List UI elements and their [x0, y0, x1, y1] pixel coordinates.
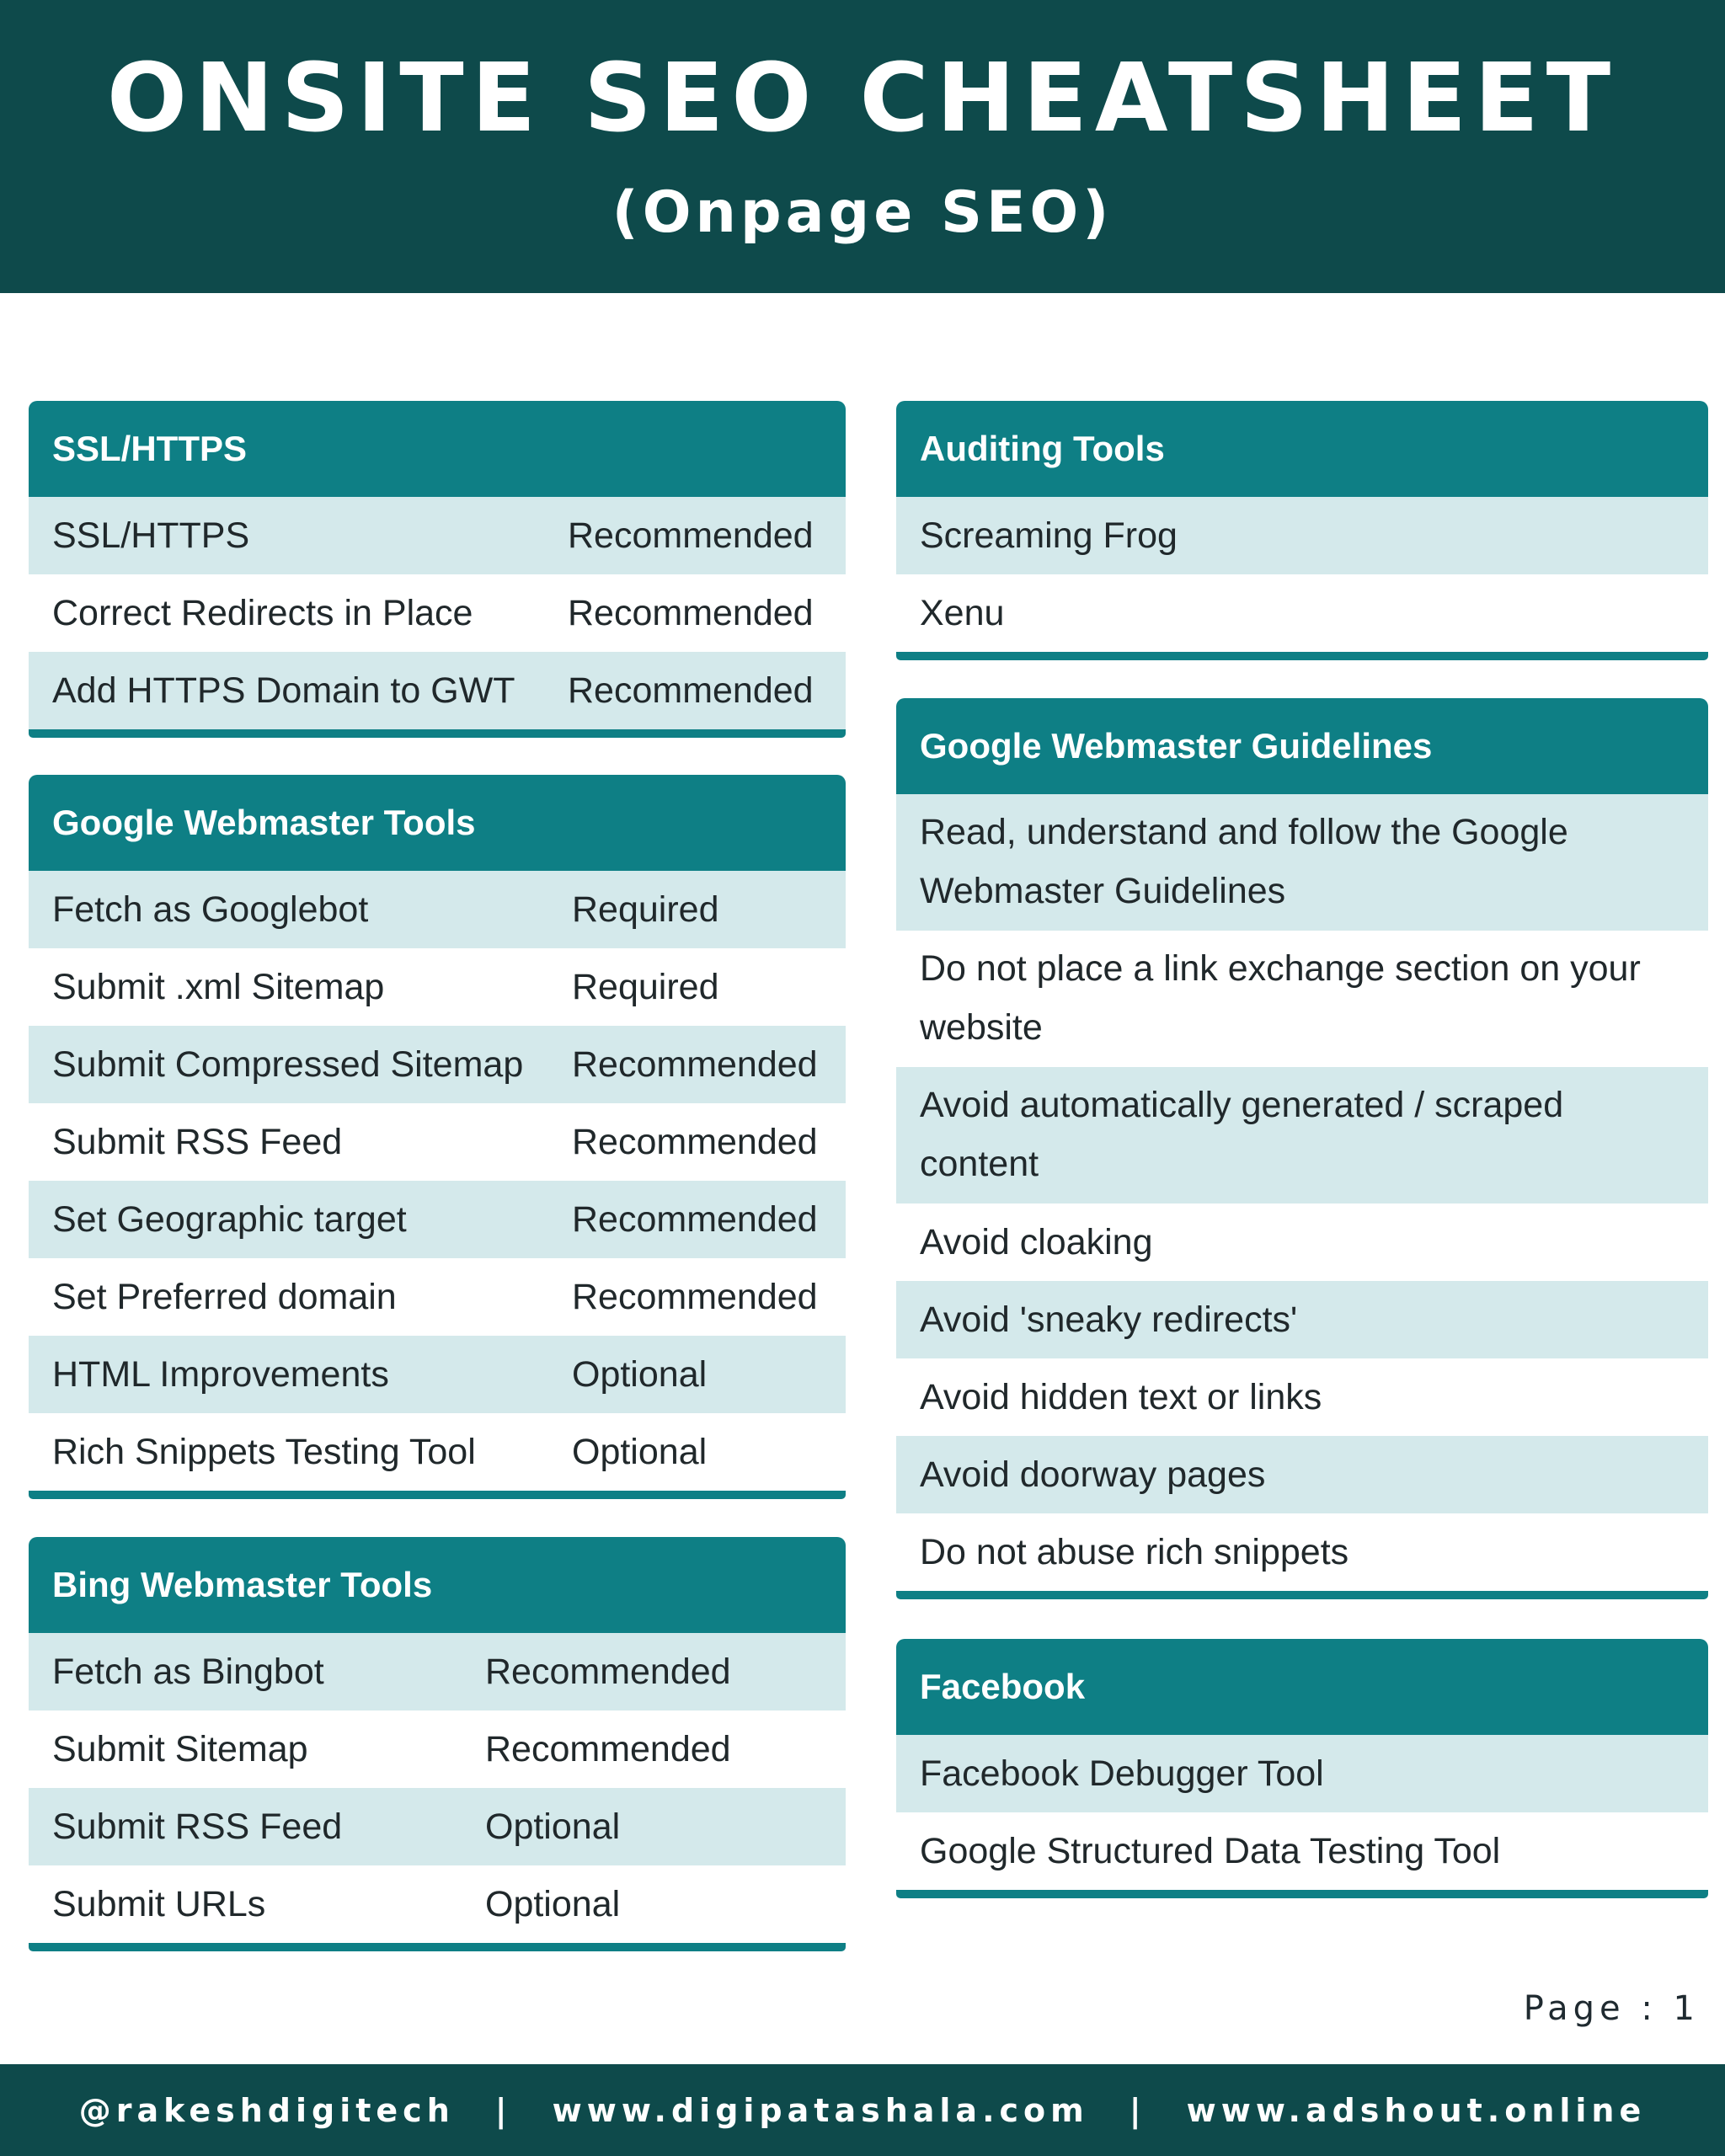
table-row — [896, 1735, 1708, 1812]
table-row — [29, 1181, 846, 1258]
row-item: Facebook Debugger Tool — [920, 1753, 1324, 1794]
row-status: Recommended — [568, 515, 814, 556]
row-status: Recommended — [572, 1276, 818, 1317]
table-row — [29, 1633, 846, 1710]
row-status: Recommended — [485, 1651, 731, 1692]
table-row — [29, 1336, 846, 1413]
page-title: ONSITE SEO CHEATSHEET — [106, 44, 1619, 153]
row-item: Google Structured Data Testing Tool — [920, 1830, 1501, 1871]
row-item: Submit URLs — [52, 1883, 266, 1924]
table-row — [896, 1281, 1708, 1358]
row-status: Recommended — [568, 670, 814, 711]
footer-bar — [0, 2064, 1725, 2156]
table-row — [896, 1436, 1708, 1513]
footer-separator: | — [494, 2091, 512, 2129]
table-row — [896, 574, 1708, 652]
row-item: Do not abuse rich snippets — [920, 1531, 1349, 1572]
section-title: Google Webmaster Guidelines — [896, 698, 1708, 794]
table-row — [896, 1358, 1708, 1436]
section-bottom-rule — [896, 1591, 1708, 1599]
row-status: Optional — [485, 1883, 621, 1924]
section-google-webmaster-guidelines — [896, 698, 1708, 1599]
header-banner — [0, 0, 1725, 293]
table-row — [29, 1413, 846, 1491]
footer-website-link[interactable]: www.digipatashala.com — [552, 2091, 1089, 2129]
section-ssl-https — [29, 401, 846, 738]
table-row — [896, 497, 1708, 574]
table-row — [29, 652, 846, 729]
section-title: Google Webmaster Tools — [29, 775, 846, 871]
row-status: Recommended — [568, 592, 814, 633]
row-item: Avoid cloaking — [920, 1221, 1153, 1262]
row-item: Avoid doorway pages — [920, 1454, 1266, 1495]
section-bottom-rule — [896, 652, 1708, 660]
row-item: Rich Snippets Testing Tool — [52, 1431, 476, 1472]
row-item: Set Geographic target — [52, 1198, 407, 1240]
row-status: Recommended — [572, 1121, 818, 1162]
section-bottom-rule — [29, 1943, 846, 1951]
row-item: Screaming Frog — [920, 515, 1178, 556]
row-item: Submit Sitemap — [52, 1728, 308, 1769]
row-item: HTML Improvements — [52, 1353, 389, 1395]
page-subtitle: (Onpage SEO) — [611, 179, 1114, 246]
footer-separator: | — [1129, 2091, 1146, 2129]
row-status: Required — [572, 966, 719, 1007]
row-item: Correct Redirects in Place — [52, 592, 473, 633]
section-google-webmaster-tools — [29, 775, 846, 1499]
table-row — [29, 1103, 846, 1181]
row-item: SSL/HTTPS — [52, 515, 250, 556]
table-row — [29, 1258, 846, 1336]
section-bing-webmaster-tools — [29, 1537, 846, 1951]
table-row — [29, 1865, 846, 1943]
section-bottom-rule — [29, 1491, 846, 1499]
table-row — [896, 1203, 1708, 1281]
row-status: Recommended — [572, 1198, 818, 1240]
table-row — [896, 794, 1708, 931]
row-item: Submit Compressed Sitemap — [52, 1043, 524, 1085]
row-item: Read, understand and follow the Google Webmaster Guidelines — [920, 812, 1568, 911]
row-item: Fetch as Bingbot — [52, 1651, 324, 1692]
table-row — [29, 497, 846, 574]
section-auditing-tools — [896, 401, 1708, 660]
section-bottom-rule — [896, 1890, 1708, 1898]
row-item: Fetch as Googlebot — [52, 889, 369, 930]
table-row — [29, 948, 846, 1026]
table-row — [896, 1513, 1708, 1591]
row-status: Optional — [572, 1353, 708, 1395]
row-item: Avoid 'sneaky redirects' — [920, 1299, 1298, 1340]
row-item: Submit .xml Sitemap — [52, 966, 385, 1007]
row-item: Xenu — [920, 592, 1005, 633]
table-row — [29, 1788, 846, 1865]
section-title: Bing Webmaster Tools — [29, 1537, 846, 1633]
footer-website-link[interactable]: www.adshout.online — [1186, 2091, 1647, 2129]
row-status: Optional — [572, 1431, 708, 1472]
row-item: Submit RSS Feed — [52, 1806, 343, 1847]
row-status: Required — [572, 889, 719, 930]
section-title: SSL/HTTPS — [29, 401, 846, 497]
table-row — [29, 871, 846, 948]
table-row — [896, 1067, 1708, 1203]
table-row — [896, 931, 1708, 1067]
row-status: Recommended — [485, 1728, 731, 1769]
row-item: Do not place a link exchange section on your website — [920, 948, 1641, 1048]
section-bottom-rule — [29, 729, 846, 738]
row-status: Recommended — [572, 1043, 818, 1085]
row-item: Add HTTPS Domain to GWT — [52, 670, 515, 711]
row-item: Set Preferred domain — [52, 1276, 397, 1317]
table-row — [896, 1812, 1708, 1890]
footer-handle: @rakeshdigitech — [78, 2091, 455, 2129]
table-row — [29, 1026, 846, 1103]
table-row — [29, 1710, 846, 1788]
row-item: Submit RSS Feed — [52, 1121, 343, 1162]
row-item: Avoid automatically generated / scraped content — [920, 1085, 1564, 1184]
section-title: Facebook — [896, 1639, 1708, 1735]
section-facebook — [896, 1639, 1708, 1898]
row-item: Avoid hidden text or links — [920, 1376, 1322, 1417]
section-title: Auditing Tools — [896, 401, 1708, 497]
row-status: Optional — [485, 1806, 621, 1847]
page-number: Page : 1 — [1523, 1989, 1700, 2028]
table-row — [29, 574, 846, 652]
